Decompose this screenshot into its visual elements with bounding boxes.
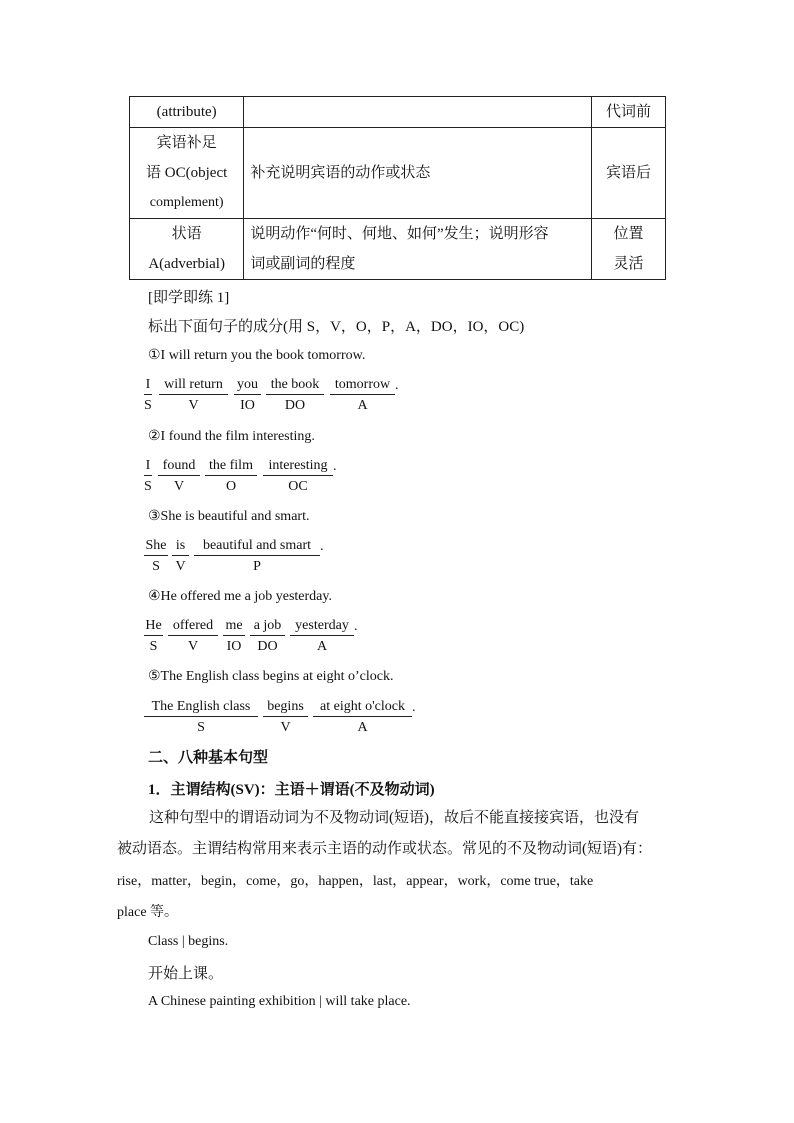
pos-cell: 代词前 <box>592 97 666 128</box>
table-row <box>130 219 666 280</box>
analysis-row: I S will return V you IO the book DO tomorrow A . <box>0 376 794 420</box>
practice-sentence: ⑤The English class begins at eight o’clock. <box>148 669 394 684</box>
example-sentence: Class | begins. <box>148 934 229 949</box>
segment: you IO <box>234 376 261 417</box>
segment: will return V <box>159 376 228 417</box>
analysis-row: He S offered V me IO a job DO yesterday A . <box>0 617 794 661</box>
segment: the film O <box>205 457 257 498</box>
body-paragraph-line: rise，matter，begin，come，go，happen，last，appear，work，come true，take <box>117 874 594 889</box>
table-row <box>130 97 666 128</box>
segment: the book DO <box>266 376 324 417</box>
example-sentence: A Chinese painting exhibition | will take place. <box>148 994 411 1009</box>
pos-cell: 位置 灵活 <box>592 219 666 280</box>
segment: I S <box>144 377 152 413</box>
analysis-row: She S is V beautiful and smart P . <box>0 537 794 581</box>
sub-heading: 1．主谓结构(SV)：主语＋谓语(不及物动词) <box>148 782 435 798</box>
practice-heading: [即学即练 1] <box>148 290 230 306</box>
desc-cell: 说明动作“何时、何地、如何”发生；说明形容 词或副词的程度 <box>244 219 592 280</box>
segment: The English class S <box>144 698 258 739</box>
desc-cell <box>244 97 592 128</box>
body-paragraph-line: 被动语态。主谓结构常用来表示主语的动作或状态。常见的不及物动词(短语)有： <box>117 841 652 857</box>
analysis-row: I S found V the film O interesting OC . <box>0 457 794 501</box>
table-row <box>130 128 666 219</box>
segment: a job DO <box>250 617 285 658</box>
section-heading: 二、八种基本句型 <box>148 750 269 766</box>
segment: is V <box>172 537 189 578</box>
practice-sentence: ③She is beautiful and smart. <box>148 509 310 524</box>
practice-sentence: ④He offered me a job yesterday. <box>148 589 332 604</box>
term-cell: 状语 A(adverbial) <box>130 219 244 280</box>
example-translation: 开始上课。 <box>148 966 224 982</box>
body-paragraph-line: place 等。 <box>117 905 179 920</box>
practice-sentence: ①I will return you the book tomorrow. <box>148 348 366 363</box>
segment: found V <box>158 457 200 498</box>
segment: offered V <box>168 617 218 658</box>
segment: interesting OC <box>263 457 333 498</box>
grammar-table <box>129 96 666 280</box>
practice-instruction: 标出下面句子的成分(用 S，V，O，P，A，DO，IO，OC) <box>148 319 525 335</box>
segment: I S <box>144 458 152 494</box>
desc-cell: 补充说明宾语的动作或状态 <box>244 128 592 219</box>
segment: He S <box>145 618 162 654</box>
segment: She S <box>145 538 167 574</box>
term-cell: (attribute) <box>130 97 244 128</box>
segment: at eight o'clock A <box>313 698 412 739</box>
body-paragraph: 这种句型中的谓语动词为不及物动词(短语)，故后不能直接接宾语，也没有 <box>149 810 639 826</box>
pos-cell: 宾语后 <box>592 128 666 219</box>
analysis-row: The English class S begins V at eight o'clock A . <box>0 698 794 742</box>
segment: beautiful and smart P <box>194 537 320 578</box>
segment: yesterday A <box>290 617 354 658</box>
segment: me IO <box>223 617 245 658</box>
segment: tomorrow A <box>330 376 395 417</box>
term-cell: 宾语补足 语 OC(object complement) <box>130 128 244 219</box>
practice-sentence: ②I found the film interesting. <box>148 429 315 444</box>
segment: begins V <box>263 698 308 739</box>
